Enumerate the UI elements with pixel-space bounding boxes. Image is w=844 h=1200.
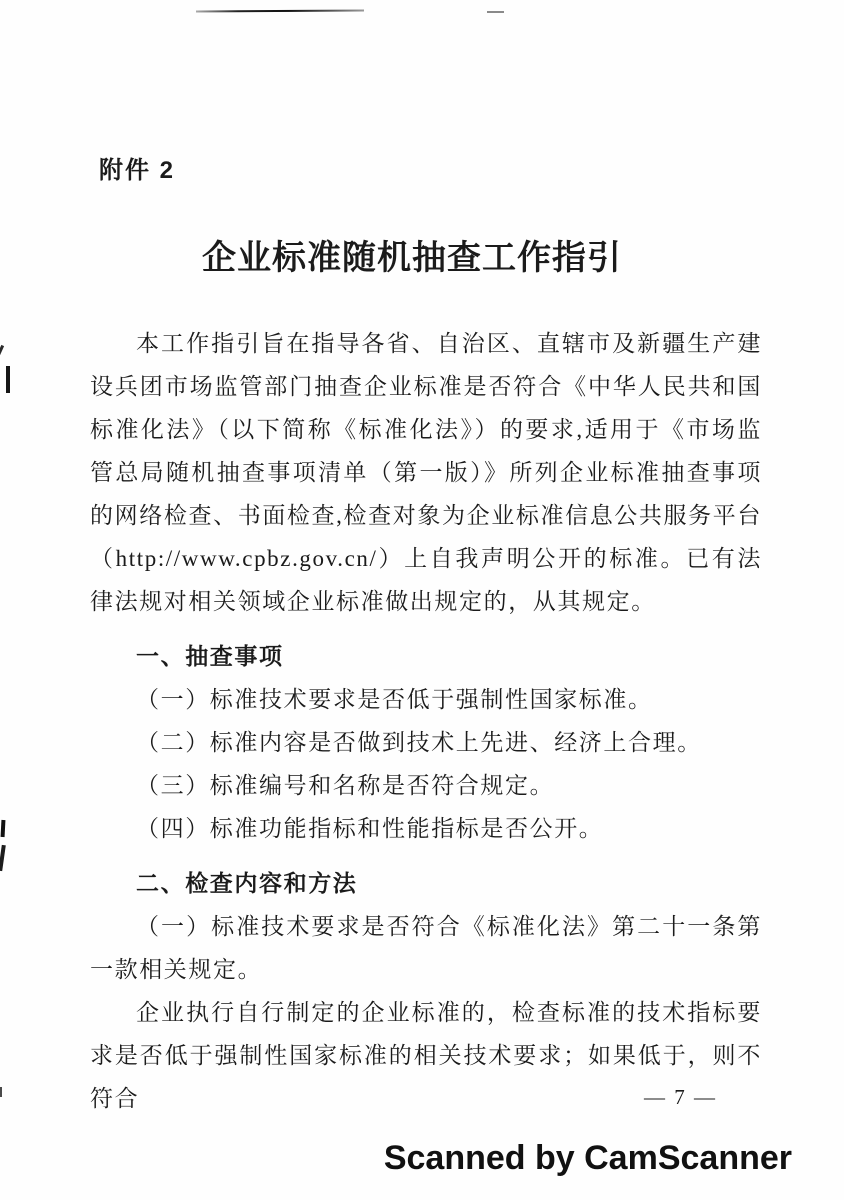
scan-artifact-top-line xyxy=(196,10,364,13)
scan-artifact-left-edge xyxy=(1,820,6,837)
doc-item: （三）标准编号和名称是否符合规定。 xyxy=(136,773,555,798)
camscanner-watermark: Scanned by CamScanner xyxy=(383,1139,792,1177)
doc-paragraph: 本工作指引旨在指导各省、自治区、直辖市及新疆生产建设兵团市场监管部门抽查企业标准是否符合《中华人民共和国标准化法》（以下简称《标准化法》）的要求,适用于《市场监管总局随机抽查事项清单（第一版）》所列企业标准抽查事项的网络检查、书面检查,检查对象为企业标准信息公共服务平台（http://www.cpbz.gov.cn/）上自我声明公开的标准。已有法律法规对相关领域企业标准做出规定的，从其规定。 xyxy=(90,331,762,614)
scan-artifact-top-dash xyxy=(487,11,504,13)
document-body xyxy=(90,322,762,1120)
doc-heading: 二、检查内容和方法 xyxy=(136,870,358,896)
doc-item: （一）标准技术要求是否符合《标准化法》第二十一条第一款相关规定。 xyxy=(90,914,762,982)
doc-heading: 一、抽查事项 xyxy=(136,643,284,669)
doc-item: （四）标准功能指标和性能指标是否公开。 xyxy=(136,816,604,841)
doc-paragraph: 企业执行自行制定的企业标准的，检查标准的技术指标要求是否低于强制性国家标准的相关技术要求；如果低于，则不符合 xyxy=(90,1000,762,1111)
document-title: 企业标准随机抽查工作指引 xyxy=(202,240,622,277)
scan-artifact-left-edge xyxy=(0,345,4,356)
doc-item: （二）标准内容是否做到技术上先进、经济上合理。 xyxy=(136,730,702,755)
page-number: — 7 — xyxy=(644,1085,717,1109)
attachment-label: 附件 2 xyxy=(99,157,176,184)
scan-artifact-left-edge xyxy=(0,1087,2,1097)
scan-artifact-left-edge xyxy=(6,366,10,393)
doc-item: （一）标准技术要求是否低于强制性国家标准。 xyxy=(136,687,653,712)
scan-artifact-left-edge xyxy=(0,845,6,871)
